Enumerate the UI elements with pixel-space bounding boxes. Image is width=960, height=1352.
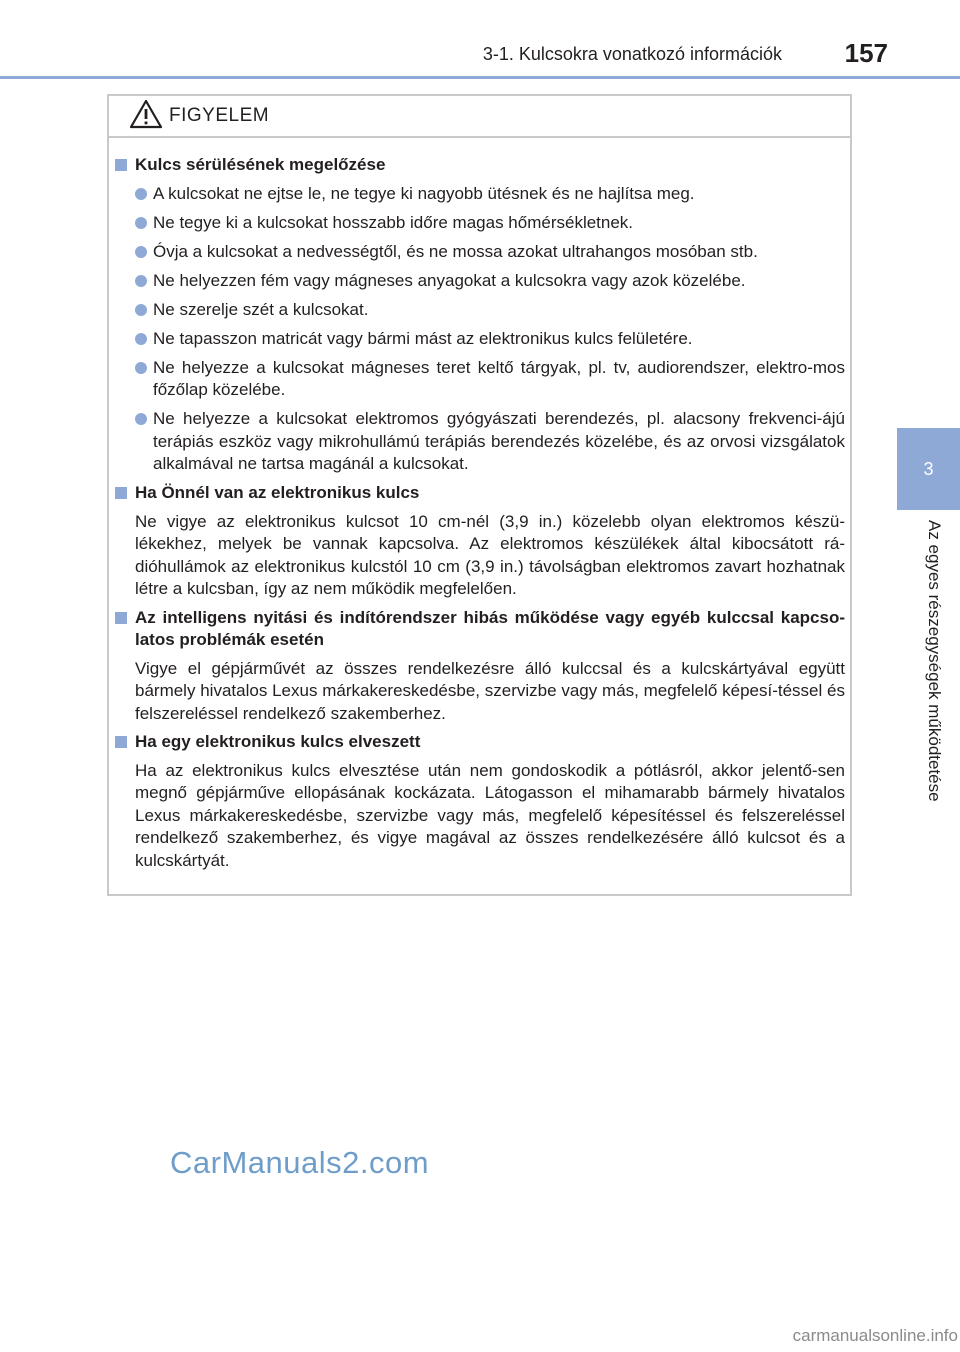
list-item [115, 183, 845, 206]
square-bullet-icon [115, 487, 127, 499]
list-item-text: Ne helyezze a kulcsokat elektromos gyógyászati berendezés, pl. alacsony frekvenci-ájú terápiás eszköz vagy mikrohullámú terápiás berendezés közelébe, és az orvosi vizsgálatok alkalmával ne tartsa magánál a kulcsokat. [153, 409, 845, 473]
page-number: 157 [844, 38, 888, 68]
list-item [115, 299, 845, 322]
round-bullet-icon [135, 333, 147, 345]
square-bullet-icon [115, 736, 127, 748]
list-item-text: Ne tegye ki a kulcsokat hosszabb időre magas hőmérsékletnek. [153, 212, 634, 232]
list-item [115, 357, 845, 402]
warning-content [115, 154, 845, 878]
section-system-malfunction [115, 607, 845, 726]
warning-title: FIGYELEM [169, 105, 270, 126]
section-title [115, 731, 845, 754]
list-item [115, 328, 845, 351]
section-body: Vigye el gépjárművét az összes rendelkezésre álló kulccsal és a kulcskártyával együtt bármely hivatalos Lexus márkakereskedésbe, szervizbe vagy más, megfelelő képesí-téssel és felszereléssel rendelkező szakemberhez. [135, 658, 845, 723]
section-title [115, 154, 845, 177]
warning-triangle-icon [129, 99, 163, 134]
list-item [115, 212, 845, 235]
header-rule [0, 76, 960, 79]
square-bullet-icon [115, 159, 127, 171]
round-bullet-icon [135, 188, 147, 200]
section-body: Ha az elektronikus kulcs elvesztése után nem gondoskodik a pótlásról, akkor jelentő-sen megnő gépjárműve ellopásának kockázata. Látogasson el mihamarabb bármely hivatalos Lexus márkakereskedésbe, szervizbe vagy más, megfelelő képesítéssel és felszereléssel rendelkező szakemberhez, és vigye magával az összes rendelkezésére álló kulcsot és a kulcskártyát. [135, 760, 845, 870]
round-bullet-icon [135, 304, 147, 316]
chapter-tab [897, 428, 960, 510]
list-item-text: Ne helyezze a kulcsokat mágneses teret keltő tárgyak, pl. tv, audiorendszer, elektro-mos főzőlap közelébe. [153, 357, 845, 399]
footer-watermark: carmanualsonline.info [792, 1326, 958, 1345]
list-item [115, 241, 845, 264]
round-bullet-icon [135, 413, 147, 425]
round-bullet-icon [135, 246, 147, 258]
round-bullet-icon [135, 217, 147, 229]
section-title-text: Ha egy elektronikus kulcs elveszett [135, 732, 421, 751]
section-key-damage [115, 154, 845, 476]
list-item [115, 408, 845, 476]
watermark: CarManuals2.com [170, 1145, 430, 1180]
section-carrying-key [115, 482, 845, 601]
section-title-text: Kulcs sérülésének megelőzése [135, 155, 386, 174]
round-bullet-icon [135, 362, 147, 374]
warning-box [107, 94, 852, 896]
list-item-text: A kulcsokat ne ejtse le, ne tegye ki nagyobb ütésnek és ne hajlítsa meg. [153, 183, 695, 203]
round-bullet-icon [135, 275, 147, 287]
section-title-text: Az intelligens nyitási és indítórendszer hibás működése vagy egyéb kulccsal kapcso-latos problémák esetén [135, 607, 845, 649]
list-item-text: Óvja a kulcsokat a nedvességtől, és ne mossa azokat ultrahangos mosóban stb. [153, 241, 758, 261]
section-lost-key [115, 731, 845, 872]
list-item-text: Ne szerelje szét a kulcsokat. [153, 299, 369, 319]
list-item [115, 270, 845, 293]
section-body: Ne vigye az elektronikus kulcsot 10 cm-nél (3,9 in.) közelebb olyan elektromos készü-lékekhez, melyek be vannak kapcsolva. Az elektromos készülékek által kibocsátott rá-dióhullámok az elektronikus kulcstól 10 cm (3,9 in.) távolságban elektromos zavart hozhatnak létre a kulcsban, így az nem működik megfelelően. [135, 511, 845, 598]
section-title-text: Ha Önnél van az elektronikus kulcs [135, 483, 420, 502]
list-item-text: Ne tapasszon matricát vagy bármi mást az elektronikus kulcs felületére. [153, 328, 693, 348]
chapter-number: 3 [923, 458, 934, 479]
running-header-title: 3-1. Kulcsokra vonatkozó információk [482, 44, 782, 64]
section-title [115, 482, 845, 505]
chapter-side-label: Az egyes részegységek működtetése [925, 520, 944, 802]
square-bullet-icon [115, 612, 127, 624]
section-title [115, 607, 845, 652]
warning-header [109, 96, 850, 138]
list-item-text: Ne helyezzen fém vagy mágneses anyagokat a kulcsokra vagy azok közelébe. [153, 270, 746, 290]
